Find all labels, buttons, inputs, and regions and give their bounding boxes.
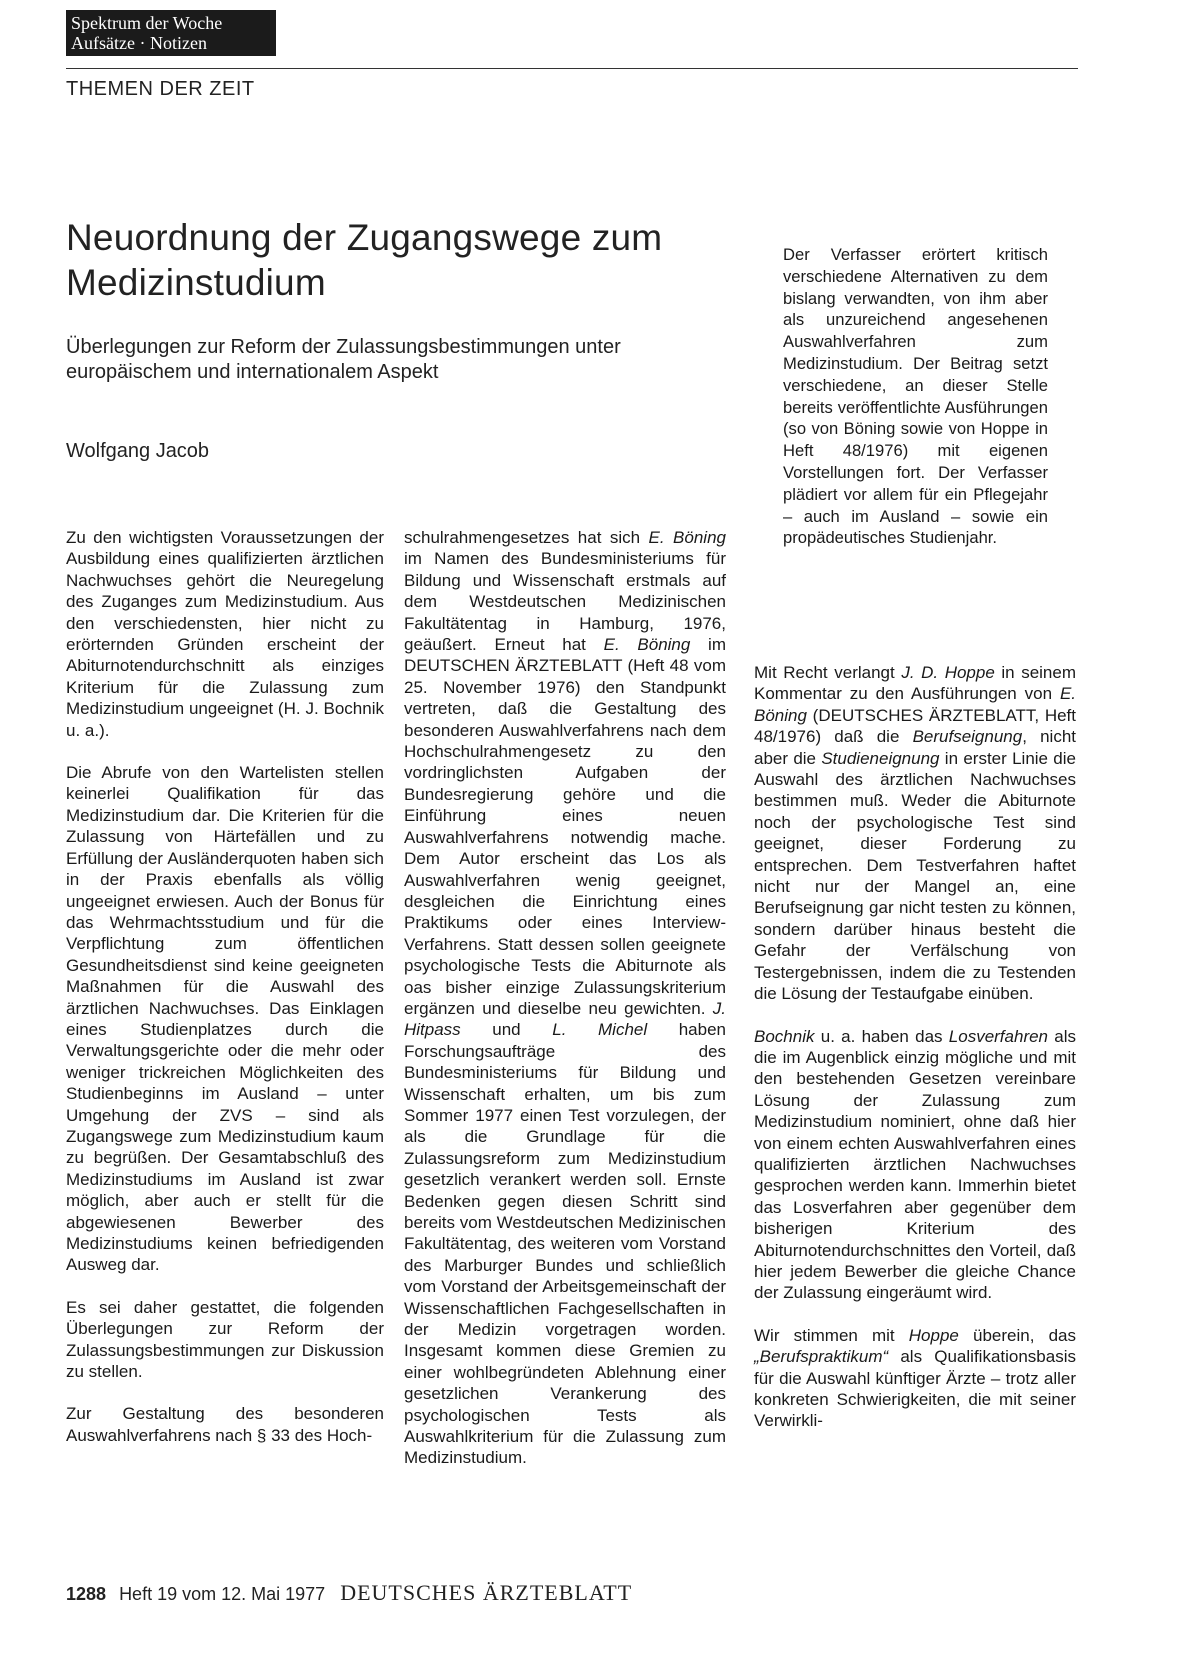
issue-info: Heft 19 vom 12. Mai 1977 xyxy=(119,1584,326,1604)
page-number: 1288 xyxy=(66,1584,107,1604)
abstract-text: Der Verfasser erörtert kritisch verschiedene Alternativen zu dem bislang verwandten, von ihm aber als unzureichend angesehenen Auswahlverfahren zum Medizinstudium. Der Beitrag setzt verschiedene, an dieser Stelle bereits veröffentlichte Ausführungen (so von Böning sowie von Hoppe in Heft 48/1976) mit eigenen Vorstellungen fort. Der Verfasser plädiert vor allem für ein Pflegejahr – auch im Ausland – sowie ein propädeutisches Studienjahr. xyxy=(783,245,1048,548)
name-run: E. Böning xyxy=(648,528,726,547)
name-run: L. Michel xyxy=(552,1020,648,1040)
name-run: E. Böning xyxy=(603,635,691,655)
name-run: Hoppe xyxy=(908,1325,959,1345)
name-run: J. Hitpass xyxy=(404,998,726,1040)
paragraph xyxy=(754,1026,1076,1304)
section-label: THEMEN DER ZEIT xyxy=(66,78,255,100)
article-subtitle: Überlegungen zur Reform der Zulassungsbestimmungen unter europäischem und internationalem Aspekt xyxy=(66,336,621,383)
page-footer xyxy=(66,1580,632,1606)
article-author: Wolfgang Jacob xyxy=(66,440,210,462)
name-run: E. Böning xyxy=(754,684,1076,725)
column-2 xyxy=(404,527,726,1490)
emphasis-run: Studieneignung xyxy=(821,748,940,768)
text-run: in seinem Kommentar zu den Ausführungen von xyxy=(754,663,1076,704)
journal-name: DEUTSCHES ÄRZTEBLATT xyxy=(340,1580,633,1605)
name-run: J. D. Hoppe xyxy=(901,663,995,682)
text-run: u. a. haben das xyxy=(814,1026,949,1046)
text-run: überein, das xyxy=(958,1325,1076,1345)
paragraph xyxy=(754,662,1076,1005)
name-run: Bochnik xyxy=(754,1026,815,1046)
text-run: (DEUTSCHES ÄRZTEBLATT, Heft 48/1976) daß die xyxy=(754,705,1076,747)
article-title: Neuordnung der Zugangswege zum Medizinstudium xyxy=(66,217,663,303)
text-run: schulrahmengesetzes hat sich xyxy=(404,528,649,547)
text-run: als Qualifikationsbasis für die Auswahl künftiger Ärzte – trotz aller konkreten Schwierigkeiten, die mit seiner Verwirkli- xyxy=(754,1347,1076,1431)
text-run: Wir stimmen mit xyxy=(754,1325,909,1345)
header-rule xyxy=(66,68,1078,69)
emphasis-run: „Berufspraktikum“ xyxy=(754,1347,889,1367)
text-run: als die im Augenblick einzig mögliche und mit den bestehenden Gesetzen vereinbare Lösung der Zulassung zum Medizinstudium nominiert, ohne daß hier von einem echten Auswahlverfahren eines qualifizierten ärztlichen Nachwuchses gesprochen werden kann. Immerhin bietet das Losverfahren aber gegenüber dem bisherigen Kriterium des Abiturnotendurchschnittes den Vorteil, daß hier jedem Bewerber die gleiche Chance der Zulassung eingeräumt wird. xyxy=(754,1026,1076,1303)
emphasis-run: Berufseignung xyxy=(912,727,1023,747)
abstract-column xyxy=(783,244,1048,570)
paragraph: Die Abrufe von den Wartelisten stellen keinerlei Qualifikation für das Medizinstudium dar. Die Kriterien für die Zulassung von Härtefällen und zu Erfüllung der Ausländerquoten haben sich in der Praxis ebenfalls als völlig ungeeignet erwiesen. Auch der Bonus für das Wehrmachtsstudium und für die Verpflichtung zum öffentlichen Gesundheitsdienst sind keine geeigneten Maßnahmen für die Auswahl des ärztlichen Nachwuchses. Das Einklagen eines Studienplatzes durch die Verwaltungsgerichte oder die mehr oder weniger trickreichen Möglichkeiten des Studienbeginns im Ausland – unter Umgehung der ZVS – sind als Zugangswege zum Medizinstudium kaum zu begrüßen. Der Gesamtabschluß des Medizinstudiums im Ausland ist zwar möglich, aber auch er stellt für die abgewiesenen Bewerber des Medizinstudiums keinen befriedigenden Ausweg dar. xyxy=(66,763,384,1275)
text-run: im DEUTSCHEN ÄRZTEBLATT (Heft 48 vom 25. November 1976) den Standpunkt vertreten, daß die Gestaltung des besonderen Auswahlverfahrens nach dem Hochschulrahmengesetz zu den vordringlichsten Aufgaben der Bundesregierung gehöre und die Einführung eines neuen Auswahlverfahrens notwendig mache. Dem Autor erscheint das Los als Auswahlverfahren wenig geeignet, desgleichen die Einrichtung eines Praktikums oder eines Interview-Verfahrens. Statt dessen sollen geeignete psychologische Tests die Abiturnote als oas bisher einzige Zulassungskriterium ergänzen und dieselbe neu gewichten. xyxy=(404,635,726,1018)
text-run: in erster Linie die Auswahl des ärztlichen Nachwuchses bestimmen muß. Weder die Abiturnote noch der psychologische Test sind geeignet, dieser Forderung zu entsprechen. Dem Testverfahren haftet nicht nur der Mangel an, eine Berufseignung gar nicht testen zu können, sondern darüber hinaus besteht die Gefahr der Verfälschung von Testergebnissen, indem die zu Testenden die Lösung der Testaufgabe einüben. xyxy=(754,748,1076,1004)
text-run: haben Forschungsaufträge des Bundesministeriums für Bildung und Wissenschaft erhalten, um bis zum Sommer 1977 einen Test vorzulegen, der als die Grundlage für die Zulassungsreform zum Medizinstudium gesetzlich verankert werden soll. Ernste Bedenken gegen diesen Schritt sind bereits vom Westdeutschen Medizinischen Fakultätentag, des weiteren vom Vorstand des Marburger Bundes und schließlich vom Vorstand der Arbeitsgemeinschaft der Wissenschaftlichen Fachgesellschaften in der Medizin vorgetragen worden. Insgesamt kommen diese Gremien zu einer wohlbegründeten Ablehnung einer gesetzlichen Verankerung des psychologischen Tests als Auswahlkriterium für die Zulassung zum Medizinstudium. xyxy=(404,1020,727,1468)
text-run: Mit Recht verlangt xyxy=(754,663,902,682)
text-run: im Namen des Bundesministeriums für Bildung und Wissenschaft erstmals auf dem Westdeutschen Medizinischen Fakultätentag in Hamburg, 1976, geäußert. Erneut hat xyxy=(404,549,726,655)
paragraph xyxy=(404,527,726,1469)
badge-line-2: Aufsätze · Notizen xyxy=(71,33,207,53)
paragraph xyxy=(754,1325,1076,1432)
emphasis-run: Losverfahren xyxy=(948,1026,1049,1046)
text-run: und xyxy=(460,1020,553,1040)
paragraph: Zu den wichtigsten Voraussetzungen der Ausbildung eines qualifizierten ärztlichen Nachwuchses gehört die Neuregelung des Zuganges zum Medizinstudium. Aus den verschiedensten, hier nicht zu erörternden Gründen erscheint der Abiturnotendurchschnitt als einziges Kriterium für die Zulassung zum Medizinstudium ungeeignet (H. J. Bochnik u. a.). xyxy=(66,528,384,740)
paragraph: Es sei daher gestattet, die folgenden Überlegungen zur Reform der Zulassungsbestimmungen zur Diskussion zu stellen. xyxy=(66,1297,384,1382)
badge-line-1: Spektrum der Woche xyxy=(71,13,223,33)
column-3 xyxy=(754,662,1076,1453)
section-badge xyxy=(66,10,276,56)
paragraph: Zur Gestaltung des besonderen Auswahlverfahrens nach § 33 des Hoch- xyxy=(66,1404,384,1445)
column-1 xyxy=(66,527,384,1467)
text-run: , nicht aber die xyxy=(754,727,1076,768)
